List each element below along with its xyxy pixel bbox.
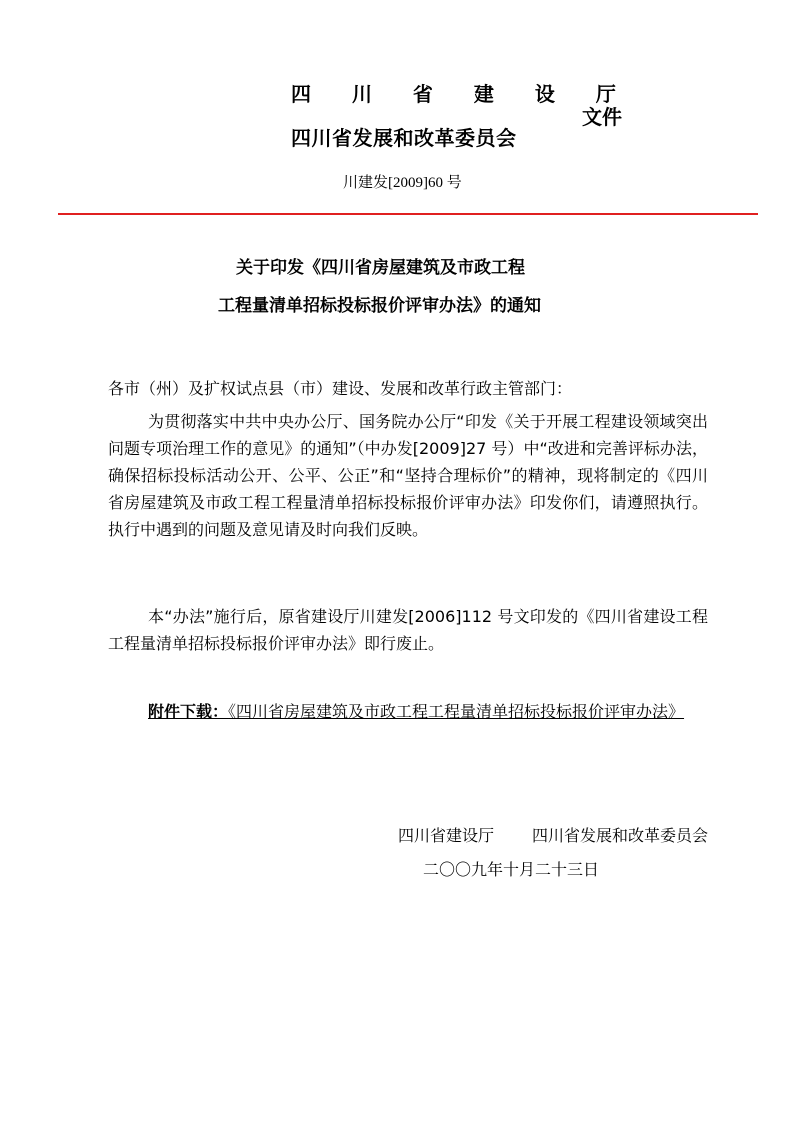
notice-title-line-2: 工程量清单招标投标报价评审办法》的通知 [218,296,541,316]
notice-title-line-1: 关于印发《四川省房屋建筑及市政工程 [236,258,525,278]
issuer-name-2: 四川省发展和改革委员会 [291,126,517,150]
red-header-rule [58,213,758,215]
signature-org-1: 四川省建设厅 [397,826,494,845]
signature-date: 二〇〇九年十月二十三日 [423,860,600,879]
signature-org-2: 四川省发展和改革委员会 [531,826,708,845]
addressee: 各市（州）及扩权试点县（市）建设、发展和改革行政主管部门： [108,379,573,398]
signature-organizations [398,826,708,846]
body-paragraph-1: 为贯彻落实中共中央办公厅、国务院办公厅“印发《关于开展工程建设领域突出问题专项治理工作的意见》的通知”（中办发[2009]27 号）中“改进和完善评标办法，确保招标投标活动公开、公平、公正”和“坚持合理标价”的精神，现将制定的《四川省房屋建筑及市政工程工程量清单招标投标报价评审办法》印发你们，请遵照执行。执行中遇到的问题及意见请及时向我们反映。 [108,412,708,539]
issuer-name-1: 四 川 省 建 设 厅 [291,82,633,106]
document-type-word: 文件 [582,105,622,129]
attachment-link-text[interactable]: 《四川省房屋建筑及市政工程工程量清单招标投标报价评审办法》 [228,702,685,721]
body-paragraph-2: 本“办法”施行后，原省建设厅川建发[2006]112 号文印发的《四川省建设工程工程量清单招标投标报价评审办法》即行废止。 [108,607,708,653]
document-number: 川建发[2009]60 号 [343,175,462,191]
attachment-label: 附件下载： [148,702,229,721]
attachment-download-link[interactable] [108,697,708,727]
